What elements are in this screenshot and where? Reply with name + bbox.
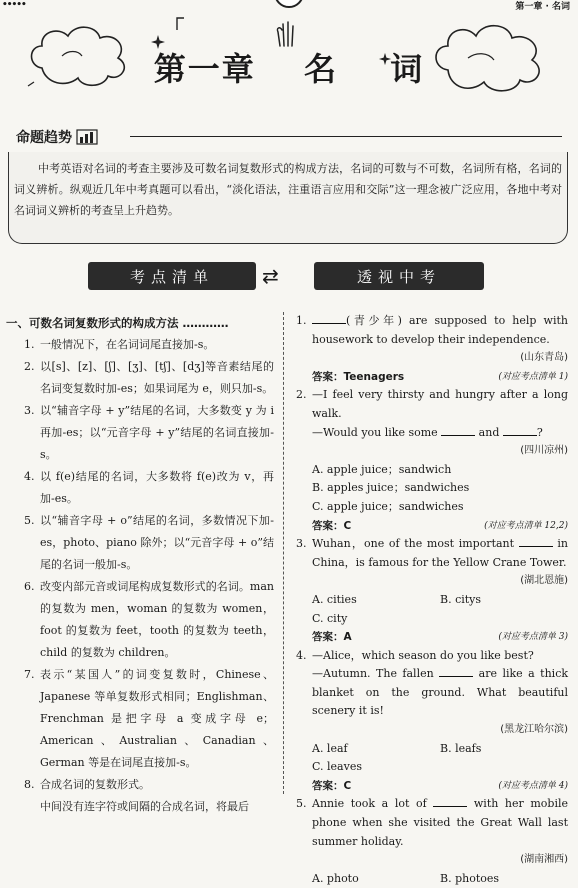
trend-heading [16, 126, 98, 148]
question-number: 4. [296, 648, 307, 662]
answer-text: 答案：C [312, 519, 352, 532]
answer-blank[interactable] [312, 323, 346, 324]
question-text: —I feel very thirsty and hungry after a long walk. [312, 388, 568, 420]
question-1 [296, 312, 568, 349]
rule-item [24, 664, 274, 774]
checklist-banner: 考点清单 [88, 262, 256, 290]
rule-number [24, 796, 40, 818]
answer-blank[interactable] [503, 435, 537, 436]
option-a[interactable]: A. cities [312, 592, 357, 606]
answer-reference: (对应考点清单 12,2) [484, 520, 568, 531]
section-title: 一、可数名词复数形式的构成方法 ………… [6, 316, 229, 330]
question-source: (黑龙江哈尔滨) [500, 724, 568, 736]
question-text: are supposed to help with housework to develop their independence. [312, 314, 568, 346]
answer-line [312, 628, 568, 647]
chapter-name-char: 词 [390, 50, 425, 88]
question-number: 5. [296, 797, 307, 811]
option-a[interactable]: A. photo [312, 871, 359, 885]
option-a[interactable]: A. apple juice；sandwich [312, 462, 452, 476]
rule-text: 以[s]、[z]、[ʃ]、[ʒ]、[tʃ]、[dʒ]等音素结尾的名词变复数时加-es；如果词尾为 e，则只加-s。 [40, 360, 274, 395]
column-divider [283, 312, 284, 794]
rule-text: 以“辅音字母 + o”结尾的名词，多数情况下加-es，photo、piano 除外；以“元音字母 + o”结尾的名词一般加-s。 [40, 514, 274, 571]
answer-line [312, 368, 568, 387]
rule-text: 合成名词的复数形式。 [40, 778, 150, 791]
answer-reference: (对应考点清单 4) [498, 780, 568, 791]
trend-intro-paragraph: 中考英语对名词的考查主要涉及可数名词复数形式的构成方法，名词的可数与不可数，名词所有格，名词的词义辨析。纵观近几年中考真题可以看出，“淡化语法，注重语言应用和交际”这一理念被广泛应用，各地中考对名词词义辨析的考查呈上升趋势。 [14, 162, 562, 217]
option-b[interactable]: B. leafs [440, 741, 482, 755]
rule-text: 中间没有连字符或间隔的合成名词，将最后 [40, 800, 249, 813]
rule-number: 8. [24, 778, 35, 791]
rule-item [24, 576, 274, 664]
page-tab-arc [274, 0, 304, 8]
exchange-arrows-icon: ⇄ [262, 264, 279, 288]
rule-number: 2. [24, 360, 35, 373]
option-c[interactable]: C. leaves [312, 760, 362, 774]
question-text: —Alice，which season do you like best? [312, 648, 534, 662]
options-row [312, 740, 568, 759]
rule-item [24, 466, 274, 510]
top-strip [0, 0, 578, 10]
chapter-title [0, 44, 578, 90]
options-row [312, 870, 568, 888]
rule-item [24, 356, 274, 400]
option-b[interactable]: B. photoes [440, 871, 500, 885]
chapter-number: 第一章 [153, 50, 256, 88]
question-hint: (青少年) [346, 314, 402, 327]
question-source: (湖南湘西) [520, 854, 568, 866]
rule-number: 5. [24, 514, 35, 527]
bar-chart-icon [76, 129, 98, 145]
option-c[interactable]: C. city [312, 611, 348, 625]
rule-text: 表示“某国人”的词变复数时，Chinese、Japanese 等单复数形式相同；Englishman、Frenchman 是把字母 a 变成字母 e；American、Australian、Canadian、German 等是在词尾直接加-s。 [40, 668, 274, 769]
options-row [312, 591, 568, 610]
answer-reference: (对应考点清单 3) [498, 632, 568, 643]
rule-number: 1. [24, 338, 35, 351]
rule-item [24, 774, 274, 796]
option-a[interactable]: A. leaf [312, 741, 348, 755]
trend-heading-label: 命题趋势 [16, 130, 72, 146]
answer-line [312, 777, 568, 796]
option-b[interactable]: B. apples juice；sandwiches [312, 481, 470, 495]
rule-item [24, 510, 274, 576]
question-text: and [478, 425, 500, 439]
rule-item [24, 400, 274, 466]
question-text: ? [536, 425, 543, 439]
rule-item [24, 796, 274, 818]
question-3 [296, 535, 568, 572]
answer-text: 答案：Teenagers [312, 370, 405, 383]
question-text: are like a thick blanket on the ground. What beautiful scenery it is! [312, 667, 569, 718]
question-5 [296, 795, 568, 851]
answer-reference: (对应考点清单 1) [498, 371, 568, 382]
question-4 [296, 647, 568, 721]
question-text: —Would you like some [312, 425, 438, 439]
answer-blank[interactable] [439, 676, 473, 677]
question-2 [296, 386, 568, 442]
rule-number: 7. [24, 668, 35, 681]
chapter-name-char: 名 [303, 50, 338, 88]
music-note-decoration [174, 16, 186, 32]
answer-text: 答案：C [312, 779, 352, 792]
answer-text: 答案：A [312, 631, 352, 644]
header-dots: ••••• [2, 0, 26, 10]
rule-number: 4. [24, 470, 35, 483]
option-b[interactable]: B. citys [440, 592, 482, 606]
answer-blank[interactable] [441, 435, 475, 436]
questions-column [296, 312, 568, 888]
answer-blank[interactable] [519, 546, 553, 547]
question-source: (山东青岛) [520, 352, 568, 364]
rule-number: 6. [24, 580, 35, 593]
question-source: (湖北恩施) [520, 575, 568, 587]
question-text: in China，is famous for the Yellow Crane Tower. [312, 537, 569, 569]
answer-line [312, 517, 568, 536]
question-text: with her mobile phone when she visited the Great Wall last summer holiday. [312, 797, 569, 848]
question-number: 1. [296, 314, 307, 327]
exam-insight-banner: 透视中考 [314, 262, 484, 290]
checklist-column [6, 312, 274, 818]
question-text: Annie took a lot of [312, 797, 427, 811]
answer-blank[interactable] [433, 806, 467, 807]
running-head: 第一章 · 名词 [515, 2, 570, 12]
question-text: —Autumn. The fallen [312, 667, 434, 681]
trend-heading-rule [130, 136, 562, 137]
question-number: 2. [296, 388, 307, 402]
question-text: Wuhan，one of the most important [312, 537, 515, 551]
rule-text: 以“辅音字母 + y”结尾的名词，大多数变 y 为 i 再加-es；以“元音字母 + y”结尾的名词直接加-s。 [40, 404, 274, 461]
question-source: (四川凉州) [520, 445, 568, 457]
rule-number: 3. [24, 404, 35, 417]
rule-item [24, 334, 274, 356]
option-c[interactable]: C. apple juice；sandwiches [312, 499, 464, 513]
question-number: 3. [296, 537, 307, 551]
rule-text: 一般情况下，在名词词尾直接加-s。 [40, 338, 215, 351]
rule-text: 改变内部元音或词尾构成复数形式的名词。man 的复数为 men，woman 的复数为 women，foot 的复数为 feet，tooth 的复数为 teeth，child 的复数为 children。 [40, 580, 274, 659]
rule-text: 以 f(e)结尾的名词，大多数将 f(e)改为 v，再加-es。 [40, 470, 274, 505]
